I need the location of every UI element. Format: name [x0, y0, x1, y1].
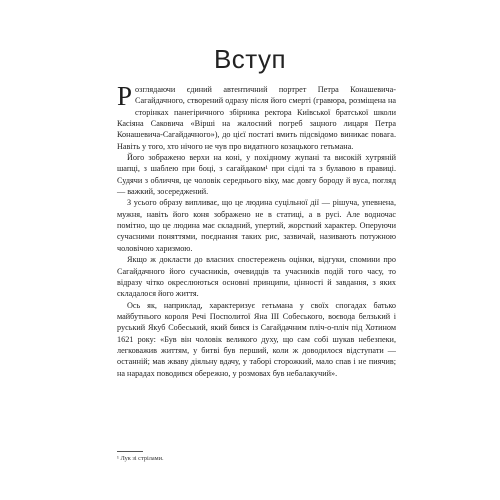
chapter-body [117, 81, 396, 379]
footnote-divider [117, 451, 143, 452]
paragraph-1 [117, 81, 396, 152]
paragraph-5: Ось як, наприклад, характеризує гетьмана у своїх спогадах батько майбутнього короля Речі Посполитої Яна III Собеського, воєвода белзький і руський Якуб Собеський, який бився із Сагайдачним пліч-о-пліч під Хотином 1621 року: «Був він чоловік великого духу, що сам собі шукав небезпеки, легковажив життям, у битві був перший, коли ж доводилося відступати — останній; мав жваву діяльну вдачу, у таборі сторожкий, мало спав і не пиячив; на нарадах поводився обережно, у розмовах був небалакучий». [117, 300, 396, 378]
footnote: ¹ Лук зі стрілами. [117, 455, 164, 462]
paragraph-1-text: озглядаючи єдиний автентичний портрет Петра Конашевича-Сагайдачного, створений одразу після його смерті (гравюра, розміщена на сторінках панегіричного збірника ректора Київської братської школи Касіяна Саковича «Вірші на жалосний погреб зацного лицаря Петра Конашевича-Сагайдачного»), до цієї постаті вмить підсвідомо виникає повага. Навіть у того, хто нічого не чув про видатного козацького гетьмана. [117, 85, 396, 151]
paragraph-2: Його зображено верхи на коні, у похідному жупані та високій хутряній шапці, з шаблею при боці, з сагайдаком¹ при сідлі та з булавою в правиці. Судячи з обличчя, це чоловік середнього віку, має довгу бороду й вуса, погляд — важкий, зосереджений. [117, 153, 396, 197]
chapter-title: Вступ [213, 44, 287, 74]
paragraph-3: З усього образу випливає, що це людина суцільної дії — рішуча, упевнена, мужня, навіть його коня зображено не в статиці, а в русі. Але водночас помітно, що це людина має складний, упертий, жорсткий характер. Оперуючи сучасними поняттями, поєднання таких рис, зазвичай, називають потужною чоловічою харизмою. [117, 198, 396, 253]
drop-cap: Р [117, 81, 133, 111]
paragraph-4: Якщо ж докласти до власних спостережень оцінки, відгуки, спомини про Сагайдачного його сучасників, очевидців та учасників подій того часу, то відразу чітко окреслюються основні принципи, цінності й завдання, з яких складалося його життя. [117, 255, 396, 299]
